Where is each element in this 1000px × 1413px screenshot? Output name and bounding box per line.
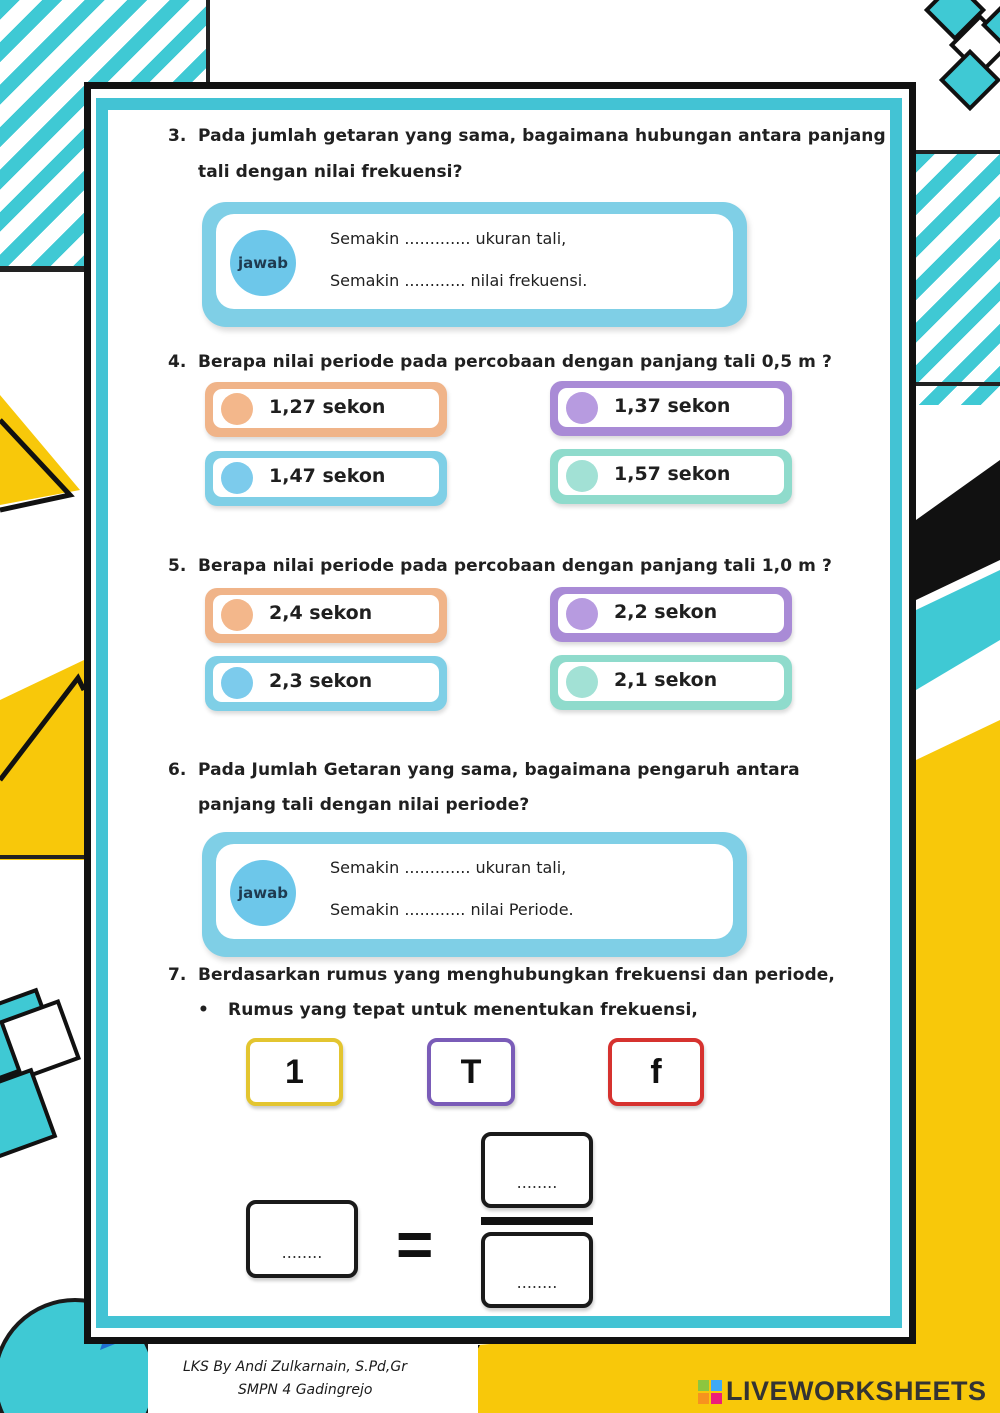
drag-tile-1[interactable]: 1: [246, 1038, 343, 1106]
answer-q6-line1[interactable]: Semakin ............. ukuran tali,: [330, 858, 567, 877]
question-6-number: 6.: [168, 760, 187, 780]
decor-triangle-left-upper: [0, 395, 80, 505]
q4-option-a[interactable]: [205, 382, 447, 437]
question-3-line2: tali dengan nilai frekuensi?: [198, 162, 463, 182]
answer-q6-line2[interactable]: Semakin ............ nilai Periode.: [330, 900, 574, 919]
equals-sign: =: [396, 1208, 434, 1280]
radio-dot-icon: [566, 666, 598, 698]
formula-slot-left[interactable]: ........: [246, 1200, 358, 1278]
question-5: [168, 556, 832, 576]
answer-q3-line1[interactable]: Semakin ............. ukuran tali,: [330, 229, 567, 248]
question-7-bullet: [198, 1000, 698, 1020]
footer-school: SMPN 4 Gadingrejo: [238, 1382, 373, 1398]
question-5-text: Berapa nilai periode pada percobaan dengan panjang tali 1,0 m ?: [198, 556, 832, 576]
liveworksheets-brand[interactable]: LIVEWORKSHEETS: [726, 1376, 987, 1406]
jawab-badge-q3: jawab: [230, 230, 296, 296]
jawab-badge-q6: jawab: [230, 860, 296, 926]
radio-dot-icon: [221, 462, 253, 494]
q5-option-c[interactable]: [205, 656, 447, 711]
decor-diamonds-left: [0, 990, 78, 1160]
question-6-line1: Pada Jumlah Getaran yang sama, bagaimana pengaruh antara: [198, 760, 800, 780]
decor-line-left-2: [0, 855, 90, 859]
footer-band: [148, 1344, 478, 1413]
question-5-number: 5.: [168, 556, 187, 576]
q4-option-c-label: 1,47 sekon: [269, 465, 386, 487]
q5-option-b[interactable]: [550, 587, 792, 642]
answer-q3-line2[interactable]: Semakin ............ nilai frekuensi.: [330, 271, 588, 290]
question-7: [168, 965, 835, 985]
question-4-text: Berapa nilai periode pada percobaan dengan panjang tali 0,5 m ?: [198, 352, 832, 372]
bullet-icon: •: [198, 1000, 209, 1020]
formula-slot-numerator[interactable]: ........: [481, 1132, 593, 1208]
question-3-line1: Pada jumlah getaran yang sama, bagaimana hubungan antara panjang: [198, 126, 886, 146]
liveworksheets-logo-icon: [698, 1380, 722, 1404]
question-3: [168, 126, 886, 146]
question-7-bullet-text: Rumus yang tepat untuk menentukan frekuensi,: [228, 1000, 698, 1020]
q5-option-a[interactable]: [205, 588, 447, 643]
radio-dot-icon: [566, 598, 598, 630]
radio-dot-icon: [221, 667, 253, 699]
q5-option-b-label: 2,2 sekon: [614, 601, 718, 623]
radio-dot-icon: [221, 393, 253, 425]
q4-option-c[interactable]: [205, 451, 447, 506]
radio-dot-icon: [566, 392, 598, 424]
q4-option-b[interactable]: [550, 381, 792, 436]
q4-option-b-label: 1,37 sekon: [614, 395, 731, 417]
q5-option-a-label: 2,4 sekon: [269, 602, 373, 624]
radio-dot-icon: [566, 460, 598, 492]
decor-line-right-1: [916, 382, 1000, 386]
question-7-text: Berdasarkan rumus yang menghubungkan frekuensi dan periode,: [198, 965, 835, 985]
footer-author: LKS By Andi Zulkarnain, S.Pd,Gr: [183, 1359, 407, 1375]
radio-dot-icon: [221, 599, 253, 631]
formula-slot-denominator[interactable]: ........: [481, 1232, 593, 1308]
answer-box-q6: [202, 832, 747, 957]
q5-option-c-label: 2,3 sekon: [269, 670, 373, 692]
q4-option-d-label: 1,57 sekon: [614, 463, 731, 485]
q4-option-d[interactable]: [550, 449, 792, 504]
decor-line-left-1: [0, 268, 90, 272]
drag-tile-f[interactable]: f: [608, 1038, 704, 1106]
question-4: [168, 352, 832, 372]
q5-option-d-label: 2,1 sekon: [614, 669, 718, 691]
drag-tile-T[interactable]: T: [427, 1038, 515, 1106]
question-7-number: 7.: [168, 965, 187, 985]
question-4-number: 4.: [168, 352, 187, 372]
q5-option-d[interactable]: [550, 655, 792, 710]
question-6-line2: panjang tali dengan nilai periode?: [198, 795, 530, 815]
question-3-number: 3.: [168, 126, 187, 146]
answer-box-q3: [202, 202, 747, 327]
fraction-bar: [481, 1217, 593, 1225]
decor-diamonds-top-right: [927, 0, 1000, 108]
question-6: [168, 760, 800, 780]
q4-option-a-label: 1,27 sekon: [269, 396, 386, 418]
